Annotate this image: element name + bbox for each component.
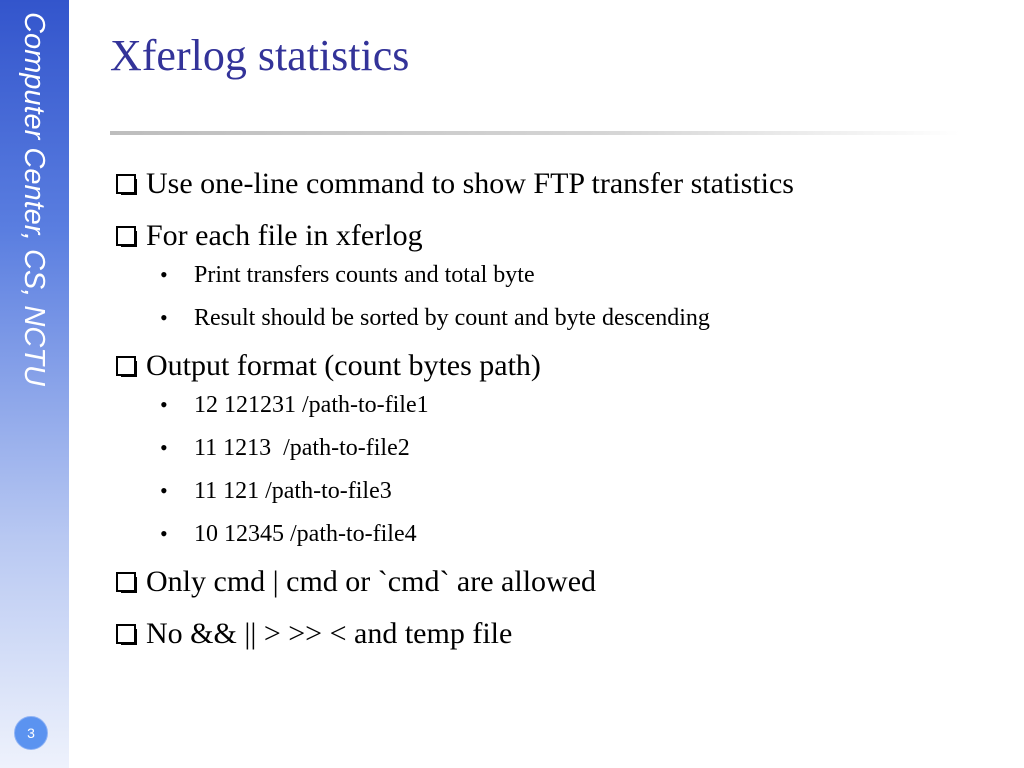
sub-list-item	[160, 259, 992, 291]
page-number-badge: 3	[14, 716, 48, 750]
list-item	[112, 346, 992, 386]
sub-list-item	[160, 389, 992, 421]
sub-list-item-text: 11 1213 /path-to-file2	[194, 435, 410, 461]
slide-content	[112, 164, 992, 666]
list-item-text: Output format (count bytes path)	[146, 349, 541, 382]
list-item	[112, 562, 992, 602]
sub-list-item-text: Result should be sorted by count and byte descending	[194, 305, 710, 331]
sub-list-item	[160, 432, 992, 464]
bullet-dot-icon: •	[160, 478, 168, 503]
bullet-dot-icon: •	[160, 262, 168, 287]
bullet-dot-icon: •	[160, 305, 168, 330]
sub-list-item-text: 11 121 /path-to-file3	[194, 478, 392, 504]
list-item-text: For each file in xferlog	[146, 219, 423, 252]
bullet-dot-icon: •	[160, 435, 168, 460]
sub-list-item-text: 12 121231 /path-to-file1	[194, 392, 429, 418]
list-item-text: Use one-line command to show FTP transfer statistics	[146, 167, 794, 200]
sub-list-item	[160, 475, 992, 507]
list-item	[112, 216, 992, 256]
slide-title: Xferlog statistics	[110, 31, 410, 80]
sub-list-item-text: 10 12345 /path-to-file4	[194, 521, 417, 547]
list-item	[112, 614, 992, 654]
sub-list-item-text: Print transfers counts and total byte	[194, 262, 535, 288]
checkbox-bullet-icon	[116, 226, 136, 246]
sub-list-item	[160, 302, 992, 334]
list-item-text: No && || > >> < and temp file	[146, 617, 513, 650]
checkbox-bullet-icon	[116, 356, 136, 376]
sub-list-item	[160, 518, 992, 550]
list-item	[112, 164, 992, 204]
list-item-text: Only cmd | cmd or `cmd` are allowed	[146, 565, 597, 598]
bullet-dot-icon: •	[160, 521, 168, 546]
checkbox-bullet-icon	[116, 174, 136, 194]
sidebar	[0, 0, 69, 768]
organization-label: Computer Center, CS, NCTU	[18, 12, 50, 386]
checkbox-bullet-icon	[116, 624, 136, 644]
checkbox-bullet-icon	[116, 572, 136, 592]
bullet-dot-icon: •	[160, 392, 168, 417]
title-divider	[110, 131, 960, 135]
